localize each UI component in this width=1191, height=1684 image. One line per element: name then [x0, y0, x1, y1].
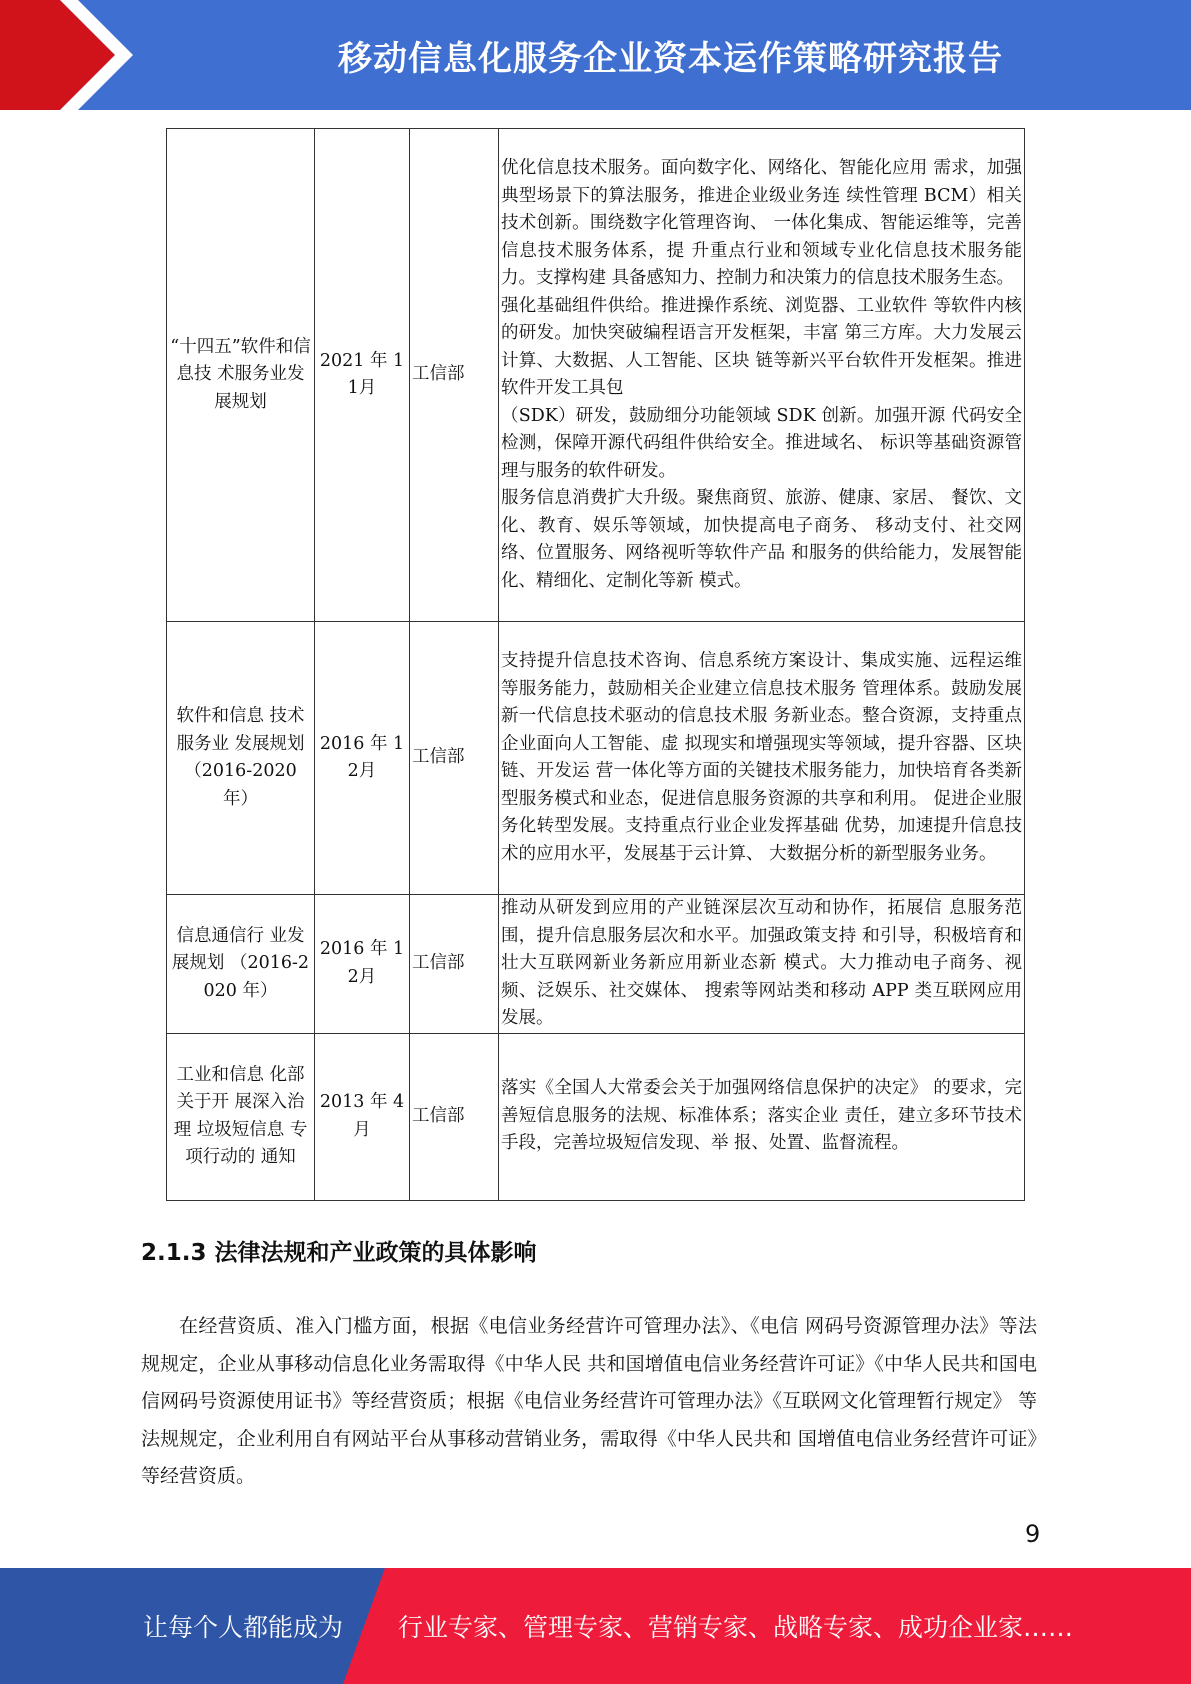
policy-dept-cell: 工信部 — [410, 622, 499, 895]
content-paragraph: （SDK）研发，鼓励细分功能领域 SDK 创新。加强开源 代码安全检测，保障开源代码组件供给安全。推进域名、 标识等基础资源管理与服务的软件研发。 — [501, 405, 1022, 481]
body-paragraph: 在经营资质、准入门槛方面，根据《电信业务经营许可管理办法》、《电信 网码号资源管理办法》等法规规定，企业从事移动信息化业务需取得《中华人民 共和国增值电信业务经营许可证》《中华人民共和国电信网码号资源使用证书》等经营资质；根据《电信业务经营许可管理办法》《互联网文化管理暂行规定》 等法规规定，企业利用自有网站平台从事移动营销业务，需取得《中华人民共和 国增值电信业务经营许可证》等经营资质。 — [141, 1315, 1037, 1487]
policy-date-cell: 2016 年 12月 — [315, 895, 410, 1034]
content-paragraph: 优化信息技术服务。面向数字化、网络化、智能化应用 需求，加强典型场景下的算法服务，推进企业级业务连 续性管理 BCM）相关技术创新。围绕数字化管理咨询、 一体化集成、智能运维等，完善信息技术服务体系，提 升重点行业和领域专业化信息技术服务能力。支撑构建 具备感知力、控制力和决策力的信息技术服务生态。 — [501, 158, 1022, 288]
content-paragraph: 推动从研发到应用的产业链深层次互动和协作，拓展信 息服务范围，提升信息服务层次和水平。加强政策支持 和引导，积极培育和壮大互联网新业务新应用新业态新 模式。大力推动电子商务、视频、泛娱乐、社交媒体、 搜索等网站类和移动 APP 类互联网应用发展。 — [501, 898, 1022, 1028]
content-paragraph: 强化基础组件供给。推进操作系统、浏览器、工业软件 等软件内核的研发。加快突破编程语言开发框架，丰富 第三方库。大力发展云计算、大数据、人工智能、区块 链等新兴平台软件开发框架。推进软件开发工具包 — [501, 295, 1022, 398]
footer-slogan-left: 让每个人都能成为 — [143, 1613, 344, 1642]
policy-date-cell: 2021 年 11月 — [315, 129, 410, 622]
header-arrow-decoration — [0, 0, 150, 110]
policy-content-cell — [499, 622, 1025, 895]
table-row — [167, 129, 1025, 622]
table-row — [167, 895, 1025, 1034]
policy-content-cell — [499, 895, 1025, 1034]
page-footer — [0, 1568, 1191, 1684]
policy-name-cell: “十四五”软件和信息技 术服务业发 展规划 — [167, 129, 315, 622]
policy-dept-cell: 工信部 — [410, 129, 499, 622]
policy-dept-cell: 工信部 — [410, 1033, 499, 1200]
table-row — [167, 622, 1025, 895]
policy-content-cell — [499, 129, 1025, 622]
footer-slogan-right: 行业专家、管理专家、营销专家、战略专家、成功企业家…… — [398, 1613, 1074, 1642]
page-header — [0, 0, 1191, 110]
policy-date-cell: 2013 年 4月 — [315, 1033, 410, 1200]
content-paragraph: 服务信息消费扩大升级。聚焦商贸、旅游、健康、家居、 餐饮、文化、教育、娱乐等领域，加快提高电子商务、 移动支付、社交网络、位置服务、网络视听等软件产品 和服务的供给能力，发展智能化、精细化、定制化等新 模式。 — [501, 488, 1022, 591]
policy-name-cell: 软件和信息 技术服务业 发展规划 （2016-2020 年） — [167, 622, 315, 895]
page-number: 9 — [1025, 1520, 1041, 1548]
table-row — [167, 1033, 1025, 1200]
policy-name-cell: 工业和信息 化部关于开 展深入治理 垃圾短信息 专项行动的 通知 — [167, 1033, 315, 1200]
content-paragraph: 支持提升信息技术咨询、信息系统方案设计、集成实施、远程运维等服务能力，鼓励相关企业建立信息技术服务 管理体系。鼓励发展新一代信息技术驱动的信息技术服 务新业态。整合资源，支持重点企业面向人工智能、虚 拟现实和增强现实等领域，提升容器、区块链、开发运 营一体化等方面的关键技术服务能力，加快培育各类新 型服务模式和业态，促进信息服务资源的共享和利用。 促进企业服务化转型发展。支持重点行业企业发挥基础 优势，加速提升信息技术的应用水平，发展基于云计算、 大数据分析的新型服务业务。 — [501, 651, 1022, 864]
policy-date-cell: 2016 年 12月 — [315, 622, 410, 895]
policy-content-cell — [499, 1033, 1025, 1200]
content-paragraph: 落实《全国人大常委会关于加强网络信息保护的决定》 的要求，完善短信息服务的法规、标准体系；落实企业 责任，建立多环节技术手段，完善垃圾短信发现、举 报、处置、监督流程。 — [501, 1078, 1022, 1154]
section-heading: 2.1.3 法律法规和产业政策的具体影响 — [141, 1240, 537, 1266]
policy-name-cell: 信息通信行 业发展规划 （2016-2020 年） — [167, 895, 315, 1034]
report-title: 移动信息化服务企业资本运作策略研究报告 — [338, 38, 1003, 79]
policy-dept-cell: 工信部 — [410, 895, 499, 1034]
policy-table — [166, 128, 1025, 1201]
